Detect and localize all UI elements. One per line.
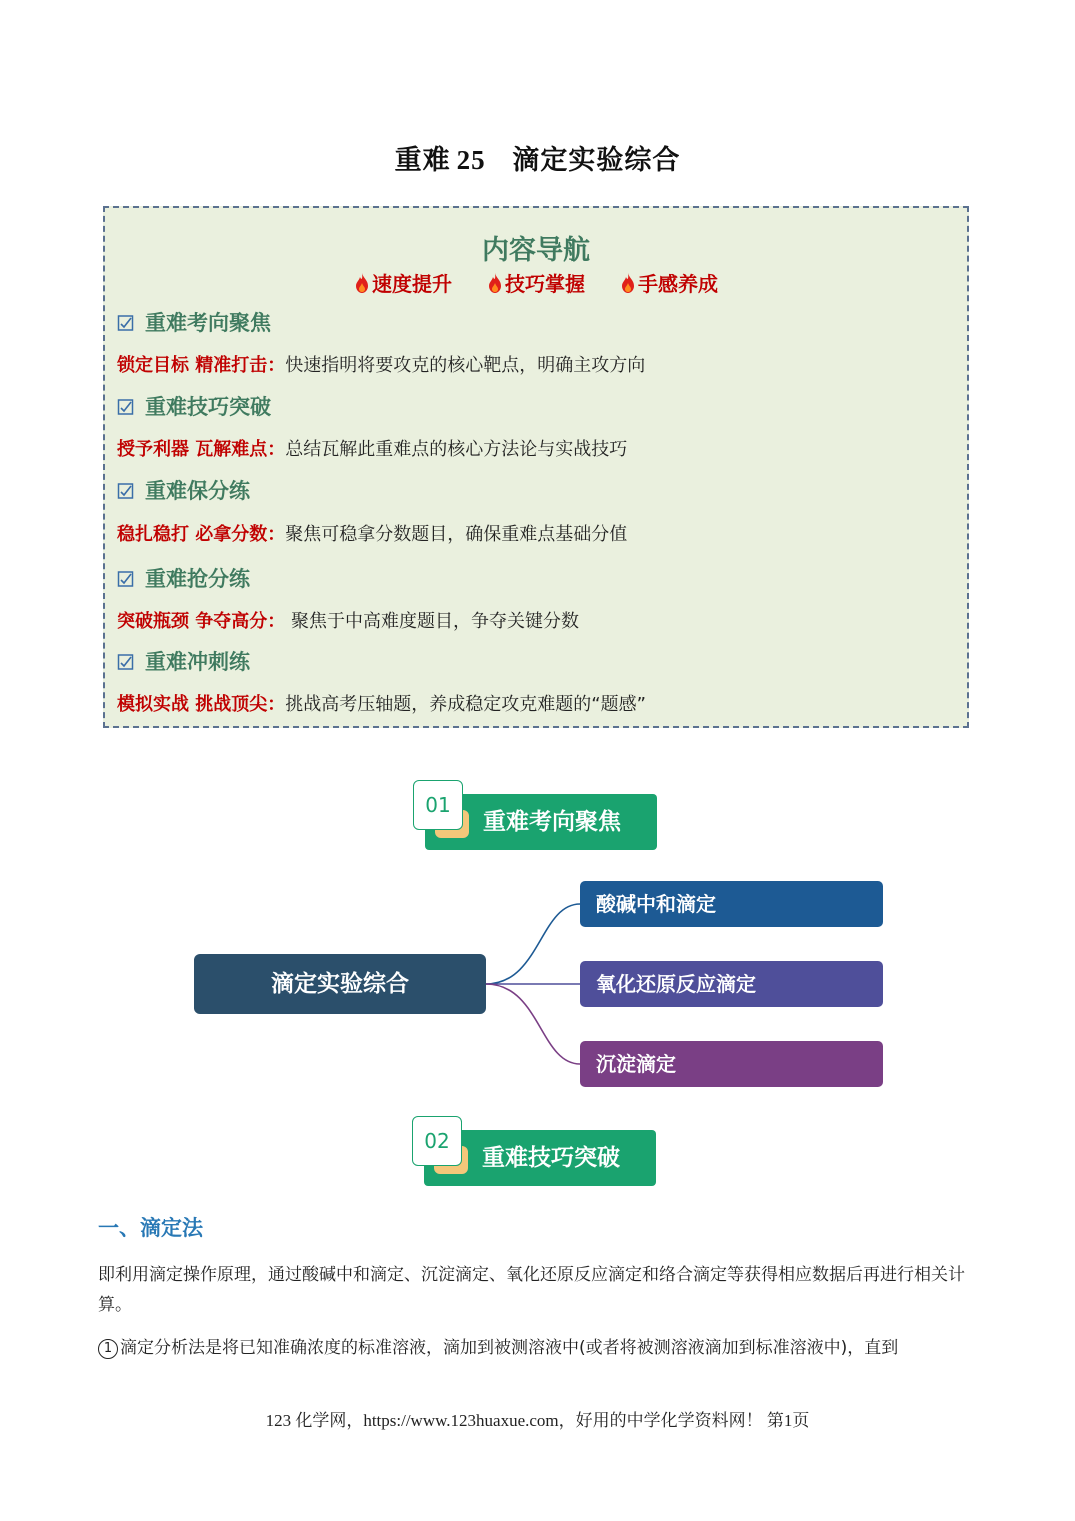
nav-section-heading: 重难冲刺练: [117, 646, 250, 676]
badge-label: 重难考向聚焦: [483, 809, 621, 835]
nav-section-heading: 重难技巧突破: [117, 391, 271, 421]
page-footer: 123 化学网，https://www.123huaxue.com，好用的中学化学资料网！ 第1页: [265, 1411, 810, 1430]
title-text: 滴定实验综合: [512, 145, 681, 176]
nav-title: 内容导航: [482, 235, 590, 266]
mindmap-branch: 酸碱中和滴定: [580, 881, 883, 927]
body-paragraph: 即利用滴定操作原理，通过酸碱中和滴定、沉淀滴定、氧化还原反应滴定和络合滴定等获得相应数据后再进行相关计算。: [98, 1265, 965, 1315]
nav-section-desc: 突破瓶颈 争夺高分： 聚焦于中高难度题目，争夺关键分数: [117, 611, 580, 632]
nav-section-desc: 锁定目标 精准打击：快速指明将要攻克的核心靶点，明确主攻方向: [117, 355, 646, 376]
title-prefix: 重难: [394, 145, 451, 176]
badge-number: 01: [413, 780, 463, 830]
nav-section-heading: 重难抢分练: [117, 563, 250, 593]
nav-section-heading: 重难考向聚焦: [117, 307, 271, 337]
nav-section-desc: 模拟实战 挑战顶尖：挑战高考压轴题，养成稳定攻克难题的“题感”: [117, 694, 646, 715]
nav-tag: 速度提升: [354, 268, 452, 297]
section-badge: [412, 1116, 662, 1188]
nav-section-desc: 稳扎稳打 必拿分数：聚焦可稳拿分数题目，确保重难点基础分值: [117, 524, 628, 545]
nav-tag: 技巧掌握: [487, 268, 585, 297]
body-paragraph: 1 滴定分析法是将已知准确浓度的标准溶液，滴加到被测溶液中(或者将被测溶液滴加到标准溶液中)，直到: [98, 1333, 978, 1363]
circled-number: 1: [98, 1339, 118, 1359]
badge-label: 重难技巧突破: [482, 1145, 620, 1171]
mindmap-branch: 沉淀滴定: [580, 1041, 883, 1087]
nav-section-desc: 授予利器 瓦解难点：总结瓦解此重难点的核心方法论与实战技巧: [117, 439, 628, 460]
mindmap-root: 滴定实验综合: [194, 954, 486, 1014]
mindmap-branch: 氧化还原反应滴定: [580, 961, 883, 1007]
badge-number: 02: [412, 1116, 462, 1166]
section-heading: 一、滴定法: [98, 1216, 203, 1240]
nav-section-heading: 重难保分练: [117, 475, 250, 505]
title-number: 25: [456, 145, 486, 175]
nav-tag: 手感养成: [620, 268, 718, 297]
